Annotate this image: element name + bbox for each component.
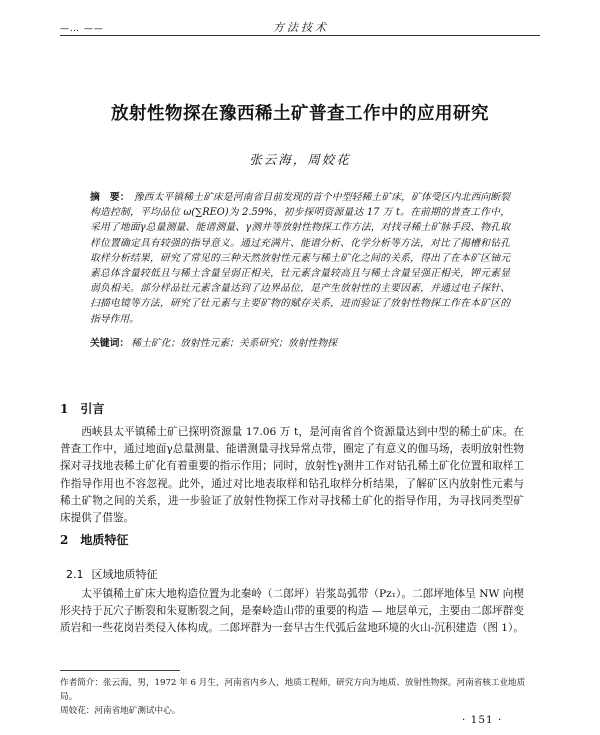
subsection-number: 2.1 xyxy=(66,568,84,581)
section-title: 地质特征 xyxy=(80,533,129,547)
running-header xyxy=(60,18,540,38)
section-title: 引言 xyxy=(80,402,105,416)
introduction-paragraph: 西峡县太平镇稀土矿已探明资源量 17.06 万 t，是河南省首个资源量达到中型的稀土矿床。在普查工作中，通过地面γ总量测量、能谱测量寻找异常点带，圈定了有意义的伽马场，表明放射性物探对寻找地表稀土矿化有着重要的指示作用；同时，放射性γ测井工作对钻孔稀土矿化位置和取样工作指导作用也不容忽视。此外，通过对比地表取样和钻孔取样分析结果，了解矿区内放射性元素与稀土矿物之间的关系，进一步验证了放射性物探工作对寻找稀土矿化的指导作用，为寻找同类型矿床提供了借鉴。 xyxy=(60,426,524,525)
subsection-heading-regional-geology xyxy=(66,566,158,582)
keywords-text: 稀土矿化；放射性元素；关系研究；放射性物探 xyxy=(131,338,337,349)
author-line: 张云海，周姣花 xyxy=(249,152,351,167)
page-number: · 151 · xyxy=(462,714,503,726)
footnote-author-bio: 作者简介：张云海，男，1972 年 6 月生，河南省内乡人，地质工程师，研究方向为地质、放射性物探。河南省核工业地质局。 xyxy=(60,678,526,702)
paper-title: 放射性物探在豫西稀土矿普查工作中的应用研究 xyxy=(111,104,489,124)
footnotes xyxy=(60,676,530,718)
section-heading-introduction xyxy=(60,400,104,417)
section-heading-geology xyxy=(60,531,128,548)
column-name: 方法技术 xyxy=(273,21,329,34)
header-rule xyxy=(60,35,540,36)
abstract-label: 摘 要： xyxy=(90,192,130,203)
header-left-mark: —… —— xyxy=(60,24,104,34)
keywords-label: 关键词： xyxy=(90,338,130,349)
geology-paragraph: 太平镇稀土矿床大地构造位置为北秦岭（二郎坪）岩浆岛弧带（Pz₁）。二郎坪地体呈 NW 向楔形夹持于瓦穴子断裂和朱夏断裂之间，是秦岭造山带的重要的构造 — 地层单元，主要由二郎坪群变质岩和一些花岗岩类侵入体构成。二郎坪群为一套早古生代弧后盆地环境的火山-沉积建造（图 1）。 xyxy=(60,588,524,635)
abstract xyxy=(90,190,510,327)
footnote-affiliation: 周姣花：河南省地矿测试中心。 xyxy=(60,706,181,716)
subsection-title: 区域地质特征 xyxy=(91,568,158,581)
section-number: 2 xyxy=(60,533,69,547)
section-number: 1 xyxy=(60,402,69,416)
footnote-divider xyxy=(60,670,180,671)
abstract-text: 豫西太平镇稀土矿床是河南省目前发现的首个中型轻稀土矿床，矿体受区内北西向断裂构造控制，平均品位 ω(∑REO)为 2.59%，初步探明资源量达 17 万 t。在前期的普查工作中，采用了地面γ总量测量、能谱测量、γ测井等放射性物探工作方法，对找寻稀土矿脉手段、物孔取样位置确定具有较强的指导意义。通过充满片、能谱分析、化学分析等方法，对比了揭槽和钻孔取样分析结果，研究了常见的三种天然放射性元素与稀土矿化之间的关系，得出了在本矿区铀元素总体含量较低且与稀土含量呈弱正相关，钍元素含量较高且与稀土含量呈强正相关，钾元素显弱负相关。部分样品钍元素含量达到了边界品位，是产生放射性的主要因素，并通过电子探针、扫描电镜等方法，研究了钍元素与主要矿物的赋存关系，进而验证了放射性物探工作在本矿区的指导作用。 xyxy=(90,192,511,325)
keywords xyxy=(90,337,510,351)
